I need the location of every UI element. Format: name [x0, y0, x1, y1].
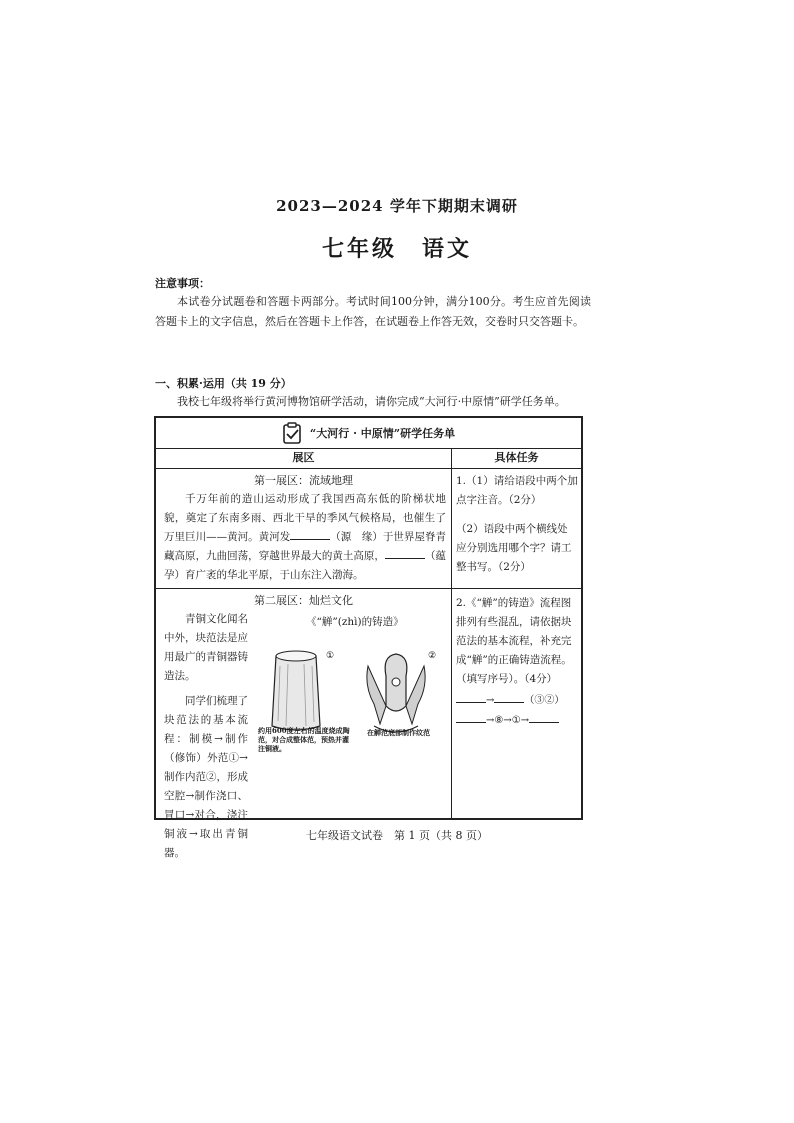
row-divider [156, 588, 581, 589]
table-title: “大河行 · 中原情”研学任务单 [309, 427, 456, 440]
table-title-row [156, 418, 581, 449]
task2 [456, 594, 578, 731]
blank-2 [385, 548, 425, 559]
blank-1 [290, 529, 330, 540]
figure2-caption: 在觯范底部制作纹范 [367, 728, 430, 737]
zone1-text-c: （蕴 孕）育广袤的华北平原，于山东注入渤海。 [164, 550, 457, 581]
task1-part2: （2）语段中两个横线处应分别选用哪个字？请工整书写。（2分） [456, 523, 572, 573]
task2-text: 2.《“觯”的铸造》流程图排列有些混乱，请依据块范法的基本流程，补充完成“觯”的正确铸造流程。（填写序号）。（4分） [456, 597, 572, 685]
column-divider [451, 448, 452, 818]
notice-body: 本试卷分试题卷和答题卡两部分。考试时间100分钟，满分100分。考生应首先阅读答题卡上的文字信息，然后在答题卡上作答，在试题卷上作答无效，交卷时只交答题卡。 [155, 295, 591, 328]
task1-part1: 1.（1）请给语段中两个加点字注音。（2分） [456, 475, 578, 506]
flow-given-2: →⑧→①→ [486, 715, 530, 726]
zone2-paragraph-2: 同学们梳理了块范法的基本流程：制模→制作（修饰）外范①→制作内范②，形成空腔→制作浇口、冒口→对合，浇注铜液→取出青铜器。 [164, 695, 248, 859]
figure1-number: ① [326, 651, 335, 661]
zone1-text-b: （源 缘）于世界屋脊青藏高原，九曲回荡，穿越世界最大的黄土高原， [164, 531, 446, 562]
mold-illustration-2 [367, 654, 425, 732]
figure2-number: ② [428, 651, 437, 661]
zone1-title: 第一展区：流域地理 [254, 474, 353, 487]
flow-answer-area: → （③②） →⑧→①→ [456, 691, 578, 731]
notice-heading: 注意事项： [155, 277, 210, 290]
column-header-task: 具体任务 [452, 448, 581, 469]
column-header-zone: 展区 [156, 448, 451, 469]
flow-blank-1[interactable] [456, 692, 486, 703]
section-heading: 一、积累·运用（共 19 分） [155, 377, 292, 390]
figure-title: 《“觯”(zhì)的铸造》 [306, 616, 404, 628]
clipboard-check-icon [282, 422, 302, 444]
flow-blank-3[interactable] [456, 712, 486, 723]
zone1-paragraph [164, 490, 457, 585]
flow-given-1: （③②） [524, 695, 565, 706]
subject-title: 七年级 语文 [321, 236, 472, 262]
flow-blank-2[interactable] [494, 692, 524, 703]
zone2-title: 第二展区：灿烂文化 [254, 594, 353, 607]
section-intro: 我校七年级将举行黄河博物馆研学活动，请你完成“大河行·中原情”研学任务单。 [177, 395, 566, 408]
flow-blank-4[interactable] [529, 712, 559, 723]
figure1-caption: 约用600度左右的温度烧成陶范，对合成整体范，预热并灌注铜液。 [258, 726, 350, 753]
page-footer: 七年级语文试卷 第 1 页（共 8 页） [306, 829, 488, 842]
mold-illustration-1 [272, 651, 320, 730]
exam-title: 2023—2024 学年下期期末调研 [276, 197, 518, 215]
task1 [456, 472, 578, 577]
zone2-paragraph-1: 青铜文化闻名中外，块范法是应用最广的青铜器铸造法。 [164, 613, 248, 682]
zone1-text-a: 千万年前的造山运动形成了我国西高东低的阶梯状地貌，奠定了东南多雨、西北干旱的季风气候格局，也催生了万里巨川——黄河。黄河发 [164, 493, 446, 543]
